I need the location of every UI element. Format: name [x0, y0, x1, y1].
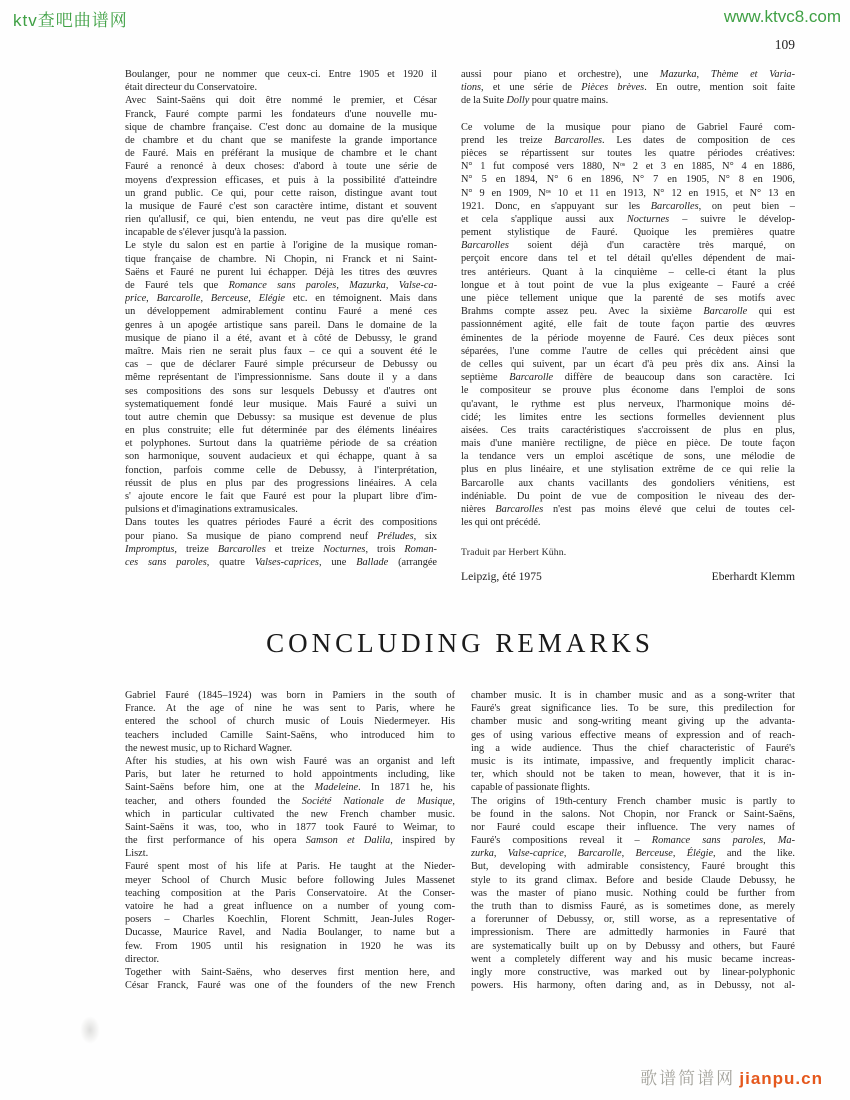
french-right-column — [461, 68, 795, 583]
text-line: pour piano. Sa musique de piano comprend neuf Préludes, six — [125, 530, 437, 542]
paragraph — [471, 795, 795, 993]
text-line: la musique de Fauré c'est son caractère intime, distant et souvent — [125, 200, 437, 212]
text-line: de Fauré tels que Romance sans paroles, Mazurka, Valse-ca- — [125, 280, 437, 291]
text-line: France. At the age of nine he was sent to Paris, where he — [125, 703, 455, 715]
text-line: la tendance vers un emploi ascétique de sons, une mélodie de — [461, 451, 795, 463]
text-line: few. From 1905 until his resignation in 1920 he was its — [125, 940, 455, 952]
text-line: et cela s'applique aussi aux Nocturnes – suivre le dévelop- — [461, 213, 795, 225]
text-line: passionnément agité, elle fait de toute façon partie des œuvres — [461, 319, 795, 331]
text-line: longue et à tout point de vue la plus exigeante – Fauré a créé — [461, 279, 795, 291]
text-line: ges of using various effective means of expression and of reach- — [471, 729, 795, 741]
text-line: et polyphones. Surtout dans la quatrième période de sa création — [125, 438, 437, 450]
text-line: music is its intimate, impassive, and frequently implicit charac- — [471, 755, 795, 767]
text-line: Le style du salon est en partie à l'origine de la musique roman- — [125, 240, 437, 252]
text-line: plus en plus linéaire, et une stylisation extrême de ce qui relie la — [461, 464, 795, 476]
text-line: impressionism. There are admittedly harmonies in Fauré that — [471, 927, 795, 939]
text-line: même représentant de l'impressionnisme. Sans doute il y a dans — [125, 372, 437, 384]
text-line: N° 1 fut composé vers 1880, Nᵒˢ 2 et 3 en 1885, N° 4 en 1886, — [461, 161, 795, 173]
text-line: Fauré's compositions reveal it – Romance sans paroles, Ma- — [471, 835, 795, 847]
text-line: les qui ont précédé. — [461, 517, 541, 529]
text-line: César Franck, Fauré was one of the founders of the new French — [125, 980, 455, 992]
text-line: director. — [125, 953, 160, 965]
text-line: pièces se répartissent sur toutes les quatre périodes créatives: — [461, 147, 795, 159]
text-line: s' ajoute encore le fait que Fauré est pour la plupart libre d'im- — [125, 491, 437, 502]
text-line: the first performance of his opera Samson et Dalila, inspired by — [125, 835, 455, 847]
text-line: le compositeur se prouve plus économe dans l'emploi de sons — [461, 385, 795, 397]
text-line: Barcarolles soient déjà d'un caractère très marqué, on — [461, 240, 795, 252]
text-line: went a completely different way and his music became increas- — [471, 953, 795, 965]
text-line: Boulanger, pour ne nommer que ceux-ci. Entre 1905 et 1920 il — [125, 69, 437, 80]
text-line: zurka, Valse-caprice, Barcarolle, Berceuse, Élégie, and the like. — [471, 848, 795, 860]
french-left-column — [125, 68, 437, 583]
text-line: the truth than to dismiss Fauré, as is sometimes done, as merely — [471, 901, 795, 912]
text-line: tres antérieurs. Quant à la cinquième – celle-ci étant la plus — [461, 266, 795, 278]
text-line: était directeur du Conservatoire. — [125, 82, 258, 94]
text-line: are systematically built up on by Debussy and others, but Fauré — [471, 940, 795, 952]
text-line: teaching composition at the Paris Conservatoire. At the Conser- — [125, 887, 455, 899]
text-line: was the master of piano music. Nothing could be further from — [471, 887, 795, 899]
text-line: entered the school of church music of Louis Niedermeyer. His — [125, 716, 455, 728]
text-line: vatoire he had a great influence on a number of young com- — [125, 901, 455, 912]
text-line: son harmonique, souvent audacieux et qui échappe, quant à sa — [125, 451, 437, 463]
paragraph — [461, 121, 795, 530]
text-line: réussit de plus en plus par des progressions linéaires. A cela — [125, 477, 437, 489]
text-line: price, Barcarolle, Berceuse, Elégie etc. en témoignent. Mais dans — [125, 293, 437, 305]
section-heading: CONCLUDING REMARKS — [266, 628, 654, 658]
english-text-section — [125, 689, 795, 992]
paragraph — [125, 239, 437, 516]
text-line: de Fauré. Mais en préférant la musique de chambre et le chant — [125, 148, 437, 160]
translator-note: Traduit par Herbert Kühn. — [461, 547, 567, 559]
text-line: style to its grand climax. Before and beside Claude Debussy, he — [471, 874, 795, 886]
text-line: N° 5 en 1894, N° 6 en 1896, N° 7 en 1905, N° 8 en 1906, — [461, 174, 795, 186]
text-line: Brahms compte assez peu. Avec la sixième Barcarolle qui est — [461, 306, 795, 318]
text-line: Paris, but later he returned to hold appointments including, like — [125, 769, 455, 781]
text-line: un développement admirablement continu Fauré a mené ces — [125, 306, 437, 318]
watermark-bottom — [640, 1064, 823, 1089]
text-line: Liszt. — [125, 848, 149, 860]
text-line: ses compositions des sons sur lesquels Debussy et d'autres ont — [125, 385, 437, 397]
text-line: Impromptus, treize Barcarolles et treize Nocturnes, trois Roman- — [125, 543, 437, 555]
text-line: indéniable. Du point de vue de composition le niveau des der- — [461, 490, 795, 502]
text-line: rien qu'allusif, ce qui, bien entendu, ne veut pas dire qu'elle est — [125, 214, 437, 226]
text-line: une pièce tellement unique que la parenté de ses motifs avec — [461, 293, 795, 304]
paragraph — [125, 755, 455, 861]
watermark-top-left: ktv查吧曲谱网 — [13, 11, 128, 30]
text-line: Fauré spent most of his life at Paris. He taught at the Nieder- — [125, 861, 455, 873]
text-line: Saint-Saëns it was, too, who in 1877 took Fauré to Weimar, to — [125, 821, 455, 833]
english-right-column — [471, 689, 795, 992]
paragraph — [125, 94, 437, 239]
paragraph — [461, 68, 795, 108]
text-line: éminentes de la période moyenne de Fauré. Ces deux pièces sont — [461, 332, 795, 344]
text-line: incapable de s'élever jusqu'à la passion. — [125, 227, 287, 239]
text-line: Franck, Fauré compte parmi les fondateurs d'une nouvelle mu- — [125, 108, 437, 120]
text-line: séparées, l'une comme l'autre de celles qui précèdent ainsi que — [461, 345, 795, 357]
text-line: 1921. Donc, en s'appuyant sur les Barcarolles, on peut bien – — [461, 200, 795, 212]
text-line: Ducasse, Maurice Ravel, and Nadia Boulanger, to name but a — [125, 927, 455, 939]
text-line: powers. His harmony, often daring and, as in Debussy, not al- — [471, 980, 795, 992]
text-line: qu'avant, le rythme est plus nerveux, l'harmonique moins dé- — [461, 398, 795, 410]
text-line: Dans toutes les quatres périodes Fauré a écrit des compositions — [125, 517, 437, 529]
text-line: nières Barcarolles n'est pas moins élevé que celui de toutes cel- — [461, 504, 795, 515]
text-line: ing a wide audience. Thus the chief characteristic of Fauré's — [471, 742, 795, 754]
text-line: Together with Saint-Saëns, who deserves first mention here, and — [125, 966, 455, 978]
text-line: perçoit encore dans tel et tel détail qu'elles dépendent de mai- — [461, 253, 795, 265]
watermark-site-name: jianpu.cn — [739, 1069, 823, 1088]
scan-smudge — [80, 1016, 100, 1044]
text-line: capable of passionate flights. — [471, 782, 590, 794]
text-line: teachers included Camille Saint-Saëns, who introduced him to — [125, 729, 455, 741]
text-line: prend les treize Barcarolles. Les dates de composition de ces — [461, 134, 795, 146]
signature-line — [461, 570, 795, 583]
text-line: cidé; les limites entre les sections formelles deviennent plus — [461, 411, 795, 423]
text-line: de chambre et du chant que se manifeste la grande importance — [125, 134, 437, 146]
text-line: mais d'une manière rectiligne, de pièce en pièce. De toute façon — [461, 438, 795, 450]
text-line: pulsions et d'imaginations extramusicales. — [125, 504, 298, 516]
text-line: systematiquement fondé leur musique. Mais Fauré a suivi un — [125, 398, 437, 410]
text-line: Ce volume de la musique pour piano de Gabriel Fauré com- — [461, 121, 795, 133]
text-line: After his studies, at his own wish Fauré was an organist and left — [125, 755, 455, 767]
paragraph — [125, 68, 437, 94]
text-line: Fauré a renoncé à deux choses: d'abord à toute une série de — [125, 161, 437, 173]
paragraph — [125, 689, 455, 755]
text-line: But, developing with admirable consistency, Fauré brought this — [471, 861, 795, 873]
text-line: be found in the salons. Not Chopin, nor Franck or Saint-Saëns, — [471, 808, 795, 820]
text-line: Avec Saint-Saëns qui doit être nommé le premier, et César — [125, 95, 437, 107]
text-line: chamber music. It is in chamber music and as a song-writer that — [471, 690, 795, 701]
text-line: ces sans paroles, quatre Valses-caprices, une Ballade (arrangée — [125, 556, 437, 568]
english-left-column — [125, 689, 455, 992]
french-text-section — [125, 68, 795, 583]
text-line: Fauré's great significance lies. To be sure, this predilection for — [471, 703, 795, 715]
page-number: 109 — [774, 37, 795, 52]
text-line: septième Barcarolle diffère de beaucoup dans son caractère. Ici — [461, 372, 795, 384]
text-line: teacher, and others founded the Société Nationale de Musique, — [125, 795, 455, 807]
text-line: ter, which should not be taken to mean, however, that it is in- — [471, 769, 795, 781]
text-line: aussi pour piano et orchestre), une Mazurka, Thème et Varia- — [461, 69, 795, 80]
text-line: pement stylistique de Fauré. Quoique les premières quatre — [461, 227, 795, 239]
text-line: tions, et une série de Pièces brèves. En outre, mention soit faite — [461, 82, 795, 94]
paragraph — [471, 689, 795, 795]
text-line: ingly more constructive, was marked out by linear-polyphonic — [471, 966, 795, 978]
text-line: N° 9 en 1909, Nᵒˢ 10 et 11 en 1913, N° 12 en 1915, et N° 13 en — [461, 187, 795, 199]
text-line: meyer School of Church Music before following Jules Massenet — [125, 874, 455, 886]
text-line: un grand public. Ce qui, pour cette raison, distingue avant tout — [125, 187, 437, 199]
paragraph — [125, 966, 455, 992]
text-line: de la Suite Dolly pour quatre mains. — [461, 95, 609, 107]
text-line: which in particular cultivated the new French chamber music. — [125, 808, 455, 820]
watermark-cn-name: 歌谱简谱网 — [640, 1069, 736, 1088]
text-line: posers – Charles Koechlin, Florent Schmitt, Jean-Jules Roger- — [125, 914, 455, 926]
text-line: tout autre chemin que Debussy: sa musique est devenue de plus — [125, 411, 437, 423]
text-line: sique de chambre française. C'est donc au domaine de la musique — [125, 121, 437, 133]
text-line: fonction, parfois comme celle de Debussy, à l'interprétation, — [125, 464, 437, 476]
text-line: maître. Mais rien ne serait plus faux – ce qui a souvent été le — [125, 345, 437, 357]
text-line: Barcarolle aux chants vacillants des gondoliers vénitiens, est — [461, 477, 795, 489]
text-line: chamber music and song-writing meant giving up the advanta- — [471, 716, 795, 728]
text-line: cas – que de déclarer Fauré simple précurseur de Debussy ou — [125, 359, 437, 371]
text-line: nor Fauré could escape their influence. The very names of — [471, 821, 795, 833]
place-date: Leipzig, été 1975 — [461, 570, 542, 584]
text-line: tique française de chambre. Ni Chopin, ni Franck et ni Saint- — [125, 253, 437, 265]
text-line: genres à un apogée artistique sans pareil. Dans le domaine de la — [125, 319, 437, 331]
text-line: moyens d'expression efficases, et puis à la possibilité d'atteindre — [125, 174, 437, 186]
paragraph — [125, 516, 437, 569]
text-line: Gabriel Fauré (1845–1924) was born in Pamiers in the south of — [125, 690, 455, 701]
author-name: Eberhardt Klemm — [711, 570, 795, 584]
french-right-paragraphs — [461, 68, 795, 529]
text-line: musique de piano il a été, avant et à côté de Debussy, le grand — [125, 332, 437, 344]
text-line: en plus construite; elle fut déterminée par des éléments linéaires — [125, 425, 437, 437]
text-line: Saëns et Fauré ne purent lui échapper. Déjà les titres des œuvres — [125, 266, 437, 278]
text-line: a forerunner of Debussy, or, still worse, as a representative of — [471, 914, 795, 926]
text-line: de celles qui suivent, par un écart d'à peu près dix ans. Ainsi la — [461, 358, 795, 370]
paragraph — [125, 860, 455, 966]
watermark-top-right: www.ktvc8.com — [723, 7, 841, 26]
text-line: Saint-Saëns before him, one at the Madeleine. In 1871 he, his — [125, 782, 455, 794]
text-line: aisées. Ces traits caractéristiques s'accroissent de plus en plus, — [461, 424, 795, 436]
text-line: The origins of 19th-century French chamber music is partly to — [471, 795, 795, 807]
text-line: the newest music, up to Richard Wagner. — [125, 742, 293, 754]
